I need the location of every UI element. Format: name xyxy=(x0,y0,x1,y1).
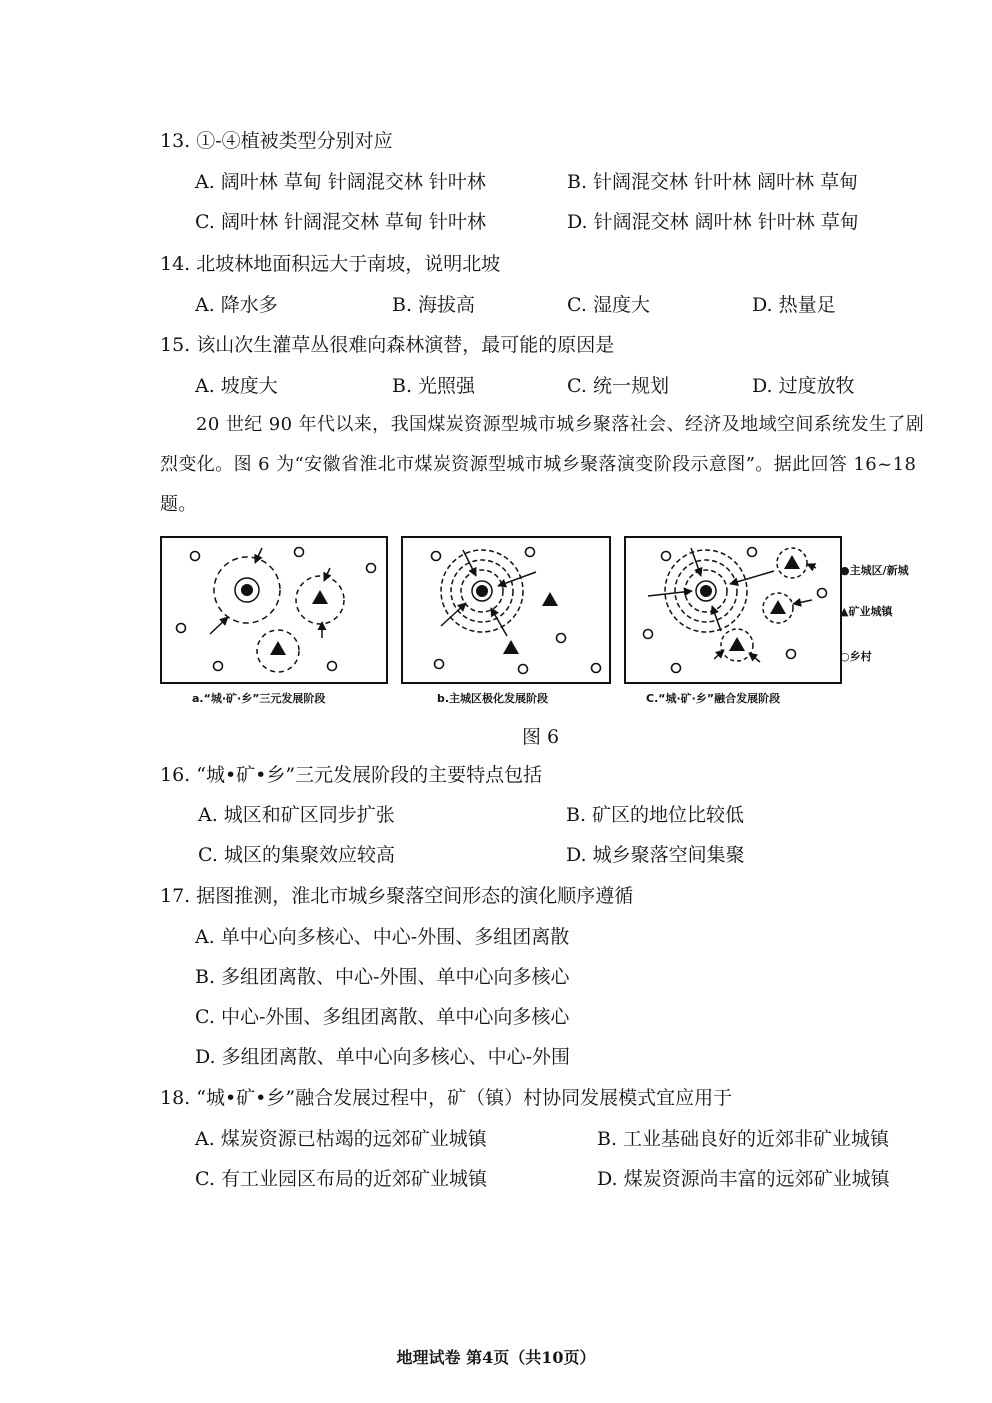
q17-option-c[interactable]: C. 中心-外围、多组团离散、单中心向多核心 xyxy=(195,1006,570,1028)
question-13-stem: 13. ①-④植被类型分别对应 xyxy=(160,130,393,152)
q16-option-a[interactable]: A. 城区和矿区同步扩张 xyxy=(198,804,395,826)
panel-a-caption: a.“城·矿·乡”三元发展阶段 xyxy=(192,692,326,705)
q13-option-a[interactable]: A. 阔叶林 草甸 针阔混交林 针叶林 xyxy=(195,171,486,193)
q18-option-d[interactable]: D. 煤炭资源尚丰富的远郊矿业城镇 xyxy=(597,1168,890,1190)
q17-option-a[interactable]: A. 单中心向多核心、中心-外围、多组团离散 xyxy=(195,926,570,948)
figure-panel-a xyxy=(160,536,388,684)
figure-panel-c xyxy=(624,536,842,684)
q13-option-d[interactable]: D. 针阔混交林 阔叶林 针叶林 草甸 xyxy=(567,211,859,233)
legend-mining-town: ▲矿业城镇 xyxy=(840,605,893,618)
q16-option-b[interactable]: B. 矿区的地位比较低 xyxy=(566,804,745,826)
q18-option-b[interactable]: B. 工业基础良好的近郊非矿业城镇 xyxy=(597,1128,890,1150)
intro-paragraph: 20 世纪 90 年代以来，我国煤炭资源型城市城乡聚落社会、经济及地域空间系统发生了剧烈变化。图 6 为“安徽省淮北市煤炭资源型城市城乡聚落演变阶段示意图”。据此回答 16~18 题。 xyxy=(160,414,925,515)
q14-option-c[interactable]: C. 湿度大 xyxy=(567,294,650,316)
q15-option-b[interactable]: B. 光照强 xyxy=(392,375,476,397)
q14-option-b[interactable]: B. 海拔高 xyxy=(392,294,476,316)
q16-option-d[interactable]: D. 城乡聚落空间集聚 xyxy=(566,844,745,866)
question-16-stem: 16. “城•矿•乡”三元发展阶段的主要特点包括 xyxy=(160,764,543,786)
figure-panel-b xyxy=(401,536,611,684)
q15-option-d[interactable]: D. 过度放牧 xyxy=(752,375,855,397)
q16-option-c[interactable]: C. 城区的集聚效应较高 xyxy=(198,844,395,866)
q18-option-a[interactable]: A. 煤炭资源已枯竭的远郊矿业城镇 xyxy=(195,1128,487,1150)
question-15-stem: 15. 该山次生灌草丛很难向森林演替，最可能的原因是 xyxy=(160,334,615,356)
panel-c-caption: C.“城·矿·乡”融合发展阶段 xyxy=(646,692,781,705)
legend-main-city: ●主城区/新城 xyxy=(840,564,909,577)
q13-option-b[interactable]: B. 针阔混交林 针叶林 阔叶林 草甸 xyxy=(567,171,859,193)
page-footer: 地理试卷 第4页（共10页） xyxy=(396,1348,596,1367)
q18-option-c[interactable]: C. 有工业园区布局的近郊矿业城镇 xyxy=(195,1168,487,1190)
question-18-stem: 18. “城•矿•乡”融合发展过程中，矿（镇）村协同发展模式宜应用于 xyxy=(160,1087,733,1109)
panel-b-caption: b.主城区极化发展阶段 xyxy=(437,692,549,705)
q14-option-a[interactable]: A. 降水多 xyxy=(195,294,278,316)
q15-option-c[interactable]: C. 统一规划 xyxy=(567,375,669,397)
question-14-stem: 14. 北坡林地面积远大于南坡，说明北坡 xyxy=(160,253,501,275)
q17-option-d[interactable]: D. 多组团离散、单中心向多核心、中心-外围 xyxy=(195,1046,571,1068)
q15-option-a[interactable]: A. 坡度大 xyxy=(195,375,278,397)
q13-option-c[interactable]: C. 阔叶林 针阔混交林 草甸 针叶林 xyxy=(195,211,487,233)
q14-option-d[interactable]: D. 热量足 xyxy=(752,294,836,316)
figure-label: 图 6 xyxy=(522,726,560,748)
legend-village: ○乡村 xyxy=(840,650,872,663)
question-17-stem: 17. 据图推测，淮北市城乡聚落空间形态的演化顺序遵循 xyxy=(160,885,634,907)
q17-option-b[interactable]: B. 多组团离散、中心-外围、单中心向多核心 xyxy=(195,966,570,988)
